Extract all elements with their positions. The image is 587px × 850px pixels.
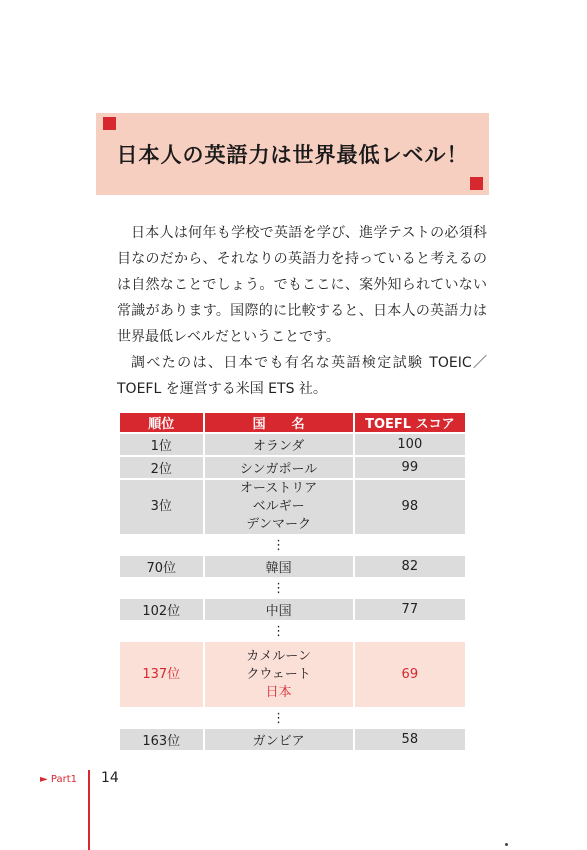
table-row [120,556,465,577]
title-corner-square-bottom-right [470,177,483,190]
part-tag: ► Part1 [40,774,77,785]
table-row-highlight-japan [120,642,465,707]
table-row [120,729,465,750]
footer-divider-line [88,770,90,850]
rank-cell: 163位 [120,729,203,750]
table-gap-row [120,622,465,640]
rank-cell: 137位 [120,642,203,707]
page-number: 14 [101,770,119,786]
header-country: 国 名 [205,413,353,432]
vertical-ellipsis: ⋮ [272,710,286,726]
country-cell [205,480,353,534]
vertical-ellipsis: ⋮ [272,537,286,553]
header-score: TOEFL スコア [355,413,465,432]
toefl-ranking-table [118,411,467,752]
part-label: Part1 [50,774,77,785]
score-cell: 100 [355,434,465,455]
score-cell: 77 [355,599,465,620]
vertical-ellipsis: ⋮ [272,623,286,639]
score-cell: 98 [355,480,465,534]
header-rank: 順位 [120,413,203,432]
rank-cell: 1位 [120,434,203,455]
country-cell: オランダ [205,434,353,455]
country-name: デンマーク [246,517,311,532]
body-paragraph-2 [117,350,487,402]
country-cell: 韓国 [205,556,353,577]
table-row [120,599,465,620]
title-corner-square-top-left [103,117,116,130]
rank-cell: 102位 [120,599,203,620]
country-name: オーストリア [239,481,318,496]
country-cell [205,642,353,707]
rank-cell: 70位 [120,556,203,577]
country-cell: ガンビア [205,729,353,750]
vertical-ellipsis: ⋮ [272,580,286,596]
section-title-box [96,113,489,195]
country-name: カメルーン [246,648,311,664]
score-cell: 82 [355,556,465,577]
paragraph-text: 日本人は何年も学校で英語を学び、進学テストの必須科目なのだから、それなりの英語力を持っていると考えるのは自然なことでしょう。でもここに、案外知られていない常識があります。国際的に比較すると、日本人の英語力は世界最低レベルだということです。 [117,225,487,345]
body-paragraph-1 [117,220,487,350]
table-row [120,434,465,455]
table-row [120,480,465,534]
table-gap-row [120,709,465,727]
score-cell: 58 [355,729,465,750]
score-cell: 99 [355,457,465,478]
paragraph-text: 調べたのは、日本でも有名な英語検定試験 TOEIC／TOEFL を運営する米国 ETS 社。 [117,355,487,397]
table-row [120,457,465,478]
country-cell: 中国 [205,599,353,620]
rank-cell: 2位 [120,457,203,478]
country-cell: シンガポール [205,457,353,478]
table-header-row [120,413,465,432]
corner-mark [505,843,508,846]
table-gap-row [120,579,465,597]
table-gap-row [120,536,465,554]
country-name: クウェート [246,666,311,682]
country-name: ベルギー [252,499,305,514]
country-name-japan: 日本 [265,684,292,700]
rank-cell: 3位 [120,480,203,534]
section-title: 日本人の英語力は世界最低レベル！ [116,143,469,167]
score-cell: 69 [355,642,465,707]
